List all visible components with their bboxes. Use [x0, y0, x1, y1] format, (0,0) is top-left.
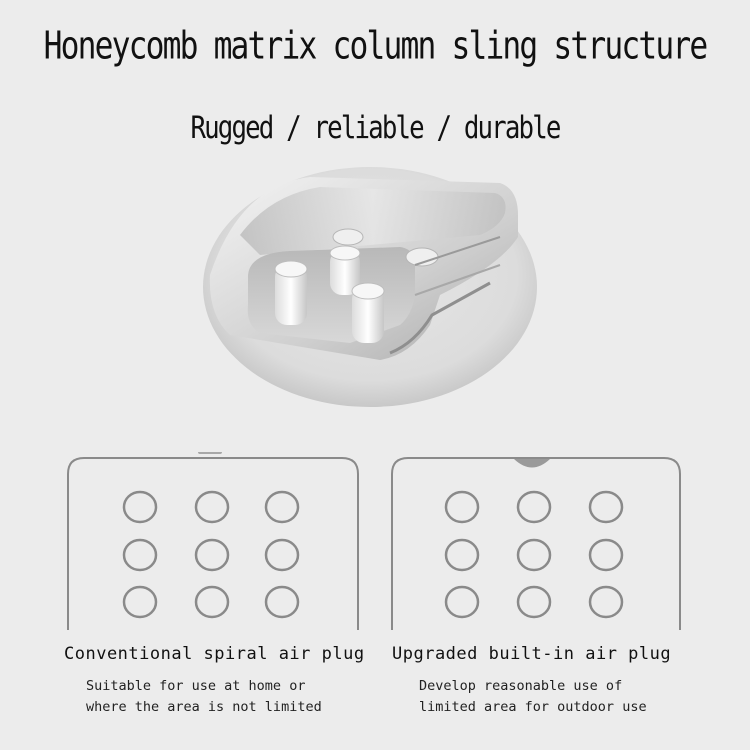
left-description-line: Suitable for use at home or — [86, 678, 306, 694]
built-in-air-plug-panel-icon — [390, 452, 682, 632]
left-panel-caption: Conventional spiral air plug — [64, 644, 365, 664]
page-subtitle: Rugged / reliable / durable — [190, 108, 560, 146]
left-panel-description — [86, 676, 322, 718]
spiral-air-plug-panel-icon — [66, 452, 360, 632]
right-description-line: limited area for outdoor use — [419, 699, 647, 715]
mattress-cross-section-icon — [200, 165, 540, 410]
page-title: Honeycomb matrix column sling structure — [43, 23, 707, 69]
right-description-line: Develop reasonable use of — [419, 678, 623, 694]
right-panel-description — [419, 676, 647, 718]
left-description-line: where the area is not limited — [86, 699, 322, 715]
right-panel-caption: Upgraded built-in air plug — [392, 644, 672, 664]
